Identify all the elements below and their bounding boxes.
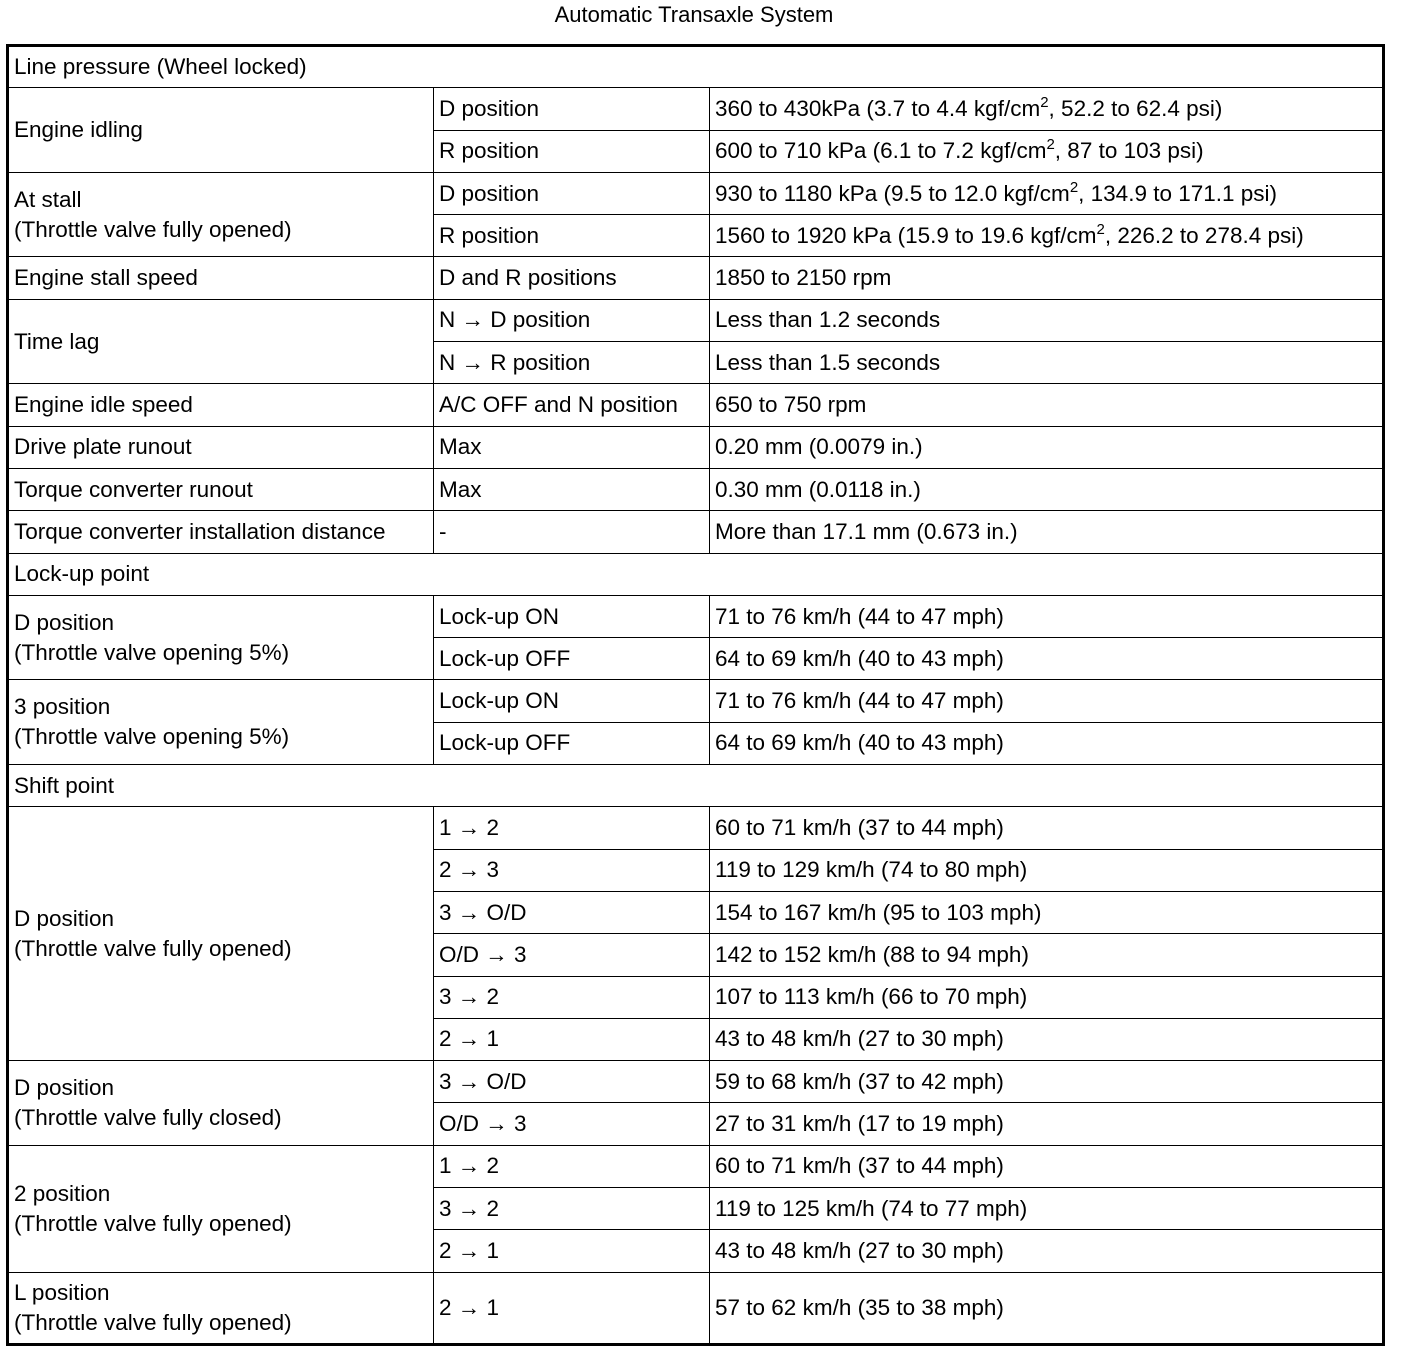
table-row (8, 595, 1384, 637)
condition-cell: - (434, 511, 710, 553)
condition-cell: 1 → 2 (434, 807, 710, 849)
value-cell: 43 to 48 km/h (27 to 30 mph) (710, 1230, 1384, 1272)
table-row (8, 1061, 1384, 1103)
section-shift-point: Shift point (8, 765, 1384, 807)
value-cell: 64 to 69 km/h (40 to 43 mph) (710, 722, 1384, 764)
value-cell: 142 to 152 km/h (88 to 94 mph) (710, 934, 1384, 976)
table-row (8, 807, 1384, 849)
table-row (8, 1272, 1384, 1344)
table-row (8, 680, 1384, 722)
row-label: Engine idling (8, 88, 434, 173)
condition-cell: 3 → O/D (434, 891, 710, 933)
row-label: Torque converter installation distance (8, 511, 434, 553)
section-row (8, 46, 1384, 88)
row-label: 2 position (Throttle valve fully opened) (8, 1145, 434, 1272)
value-cell: 64 to 69 km/h (40 to 43 mph) (710, 638, 1384, 680)
condition-cell: 1 → 2 (434, 1145, 710, 1187)
value-cell: 60 to 71 km/h (37 to 44 mph) (710, 807, 1384, 849)
row-label: L position (Throttle valve fully opened) (8, 1272, 434, 1344)
value-cell: 71 to 76 km/h (44 to 47 mph) (710, 680, 1384, 722)
table-row (8, 88, 1384, 130)
condition-cell: A/C OFF and N position (434, 384, 710, 426)
value-cell: More than 17.1 mm (0.673 in.) (710, 511, 1384, 553)
condition-cell: Max (434, 426, 710, 468)
table-row (8, 426, 1384, 468)
value-cell: Less than 1.2 seconds (710, 299, 1384, 341)
row-label: Drive plate runout (8, 426, 434, 468)
condition-cell: Lock-up OFF (434, 638, 710, 680)
condition-cell: Lock-up ON (434, 595, 710, 637)
condition-cell: N → R position (434, 342, 710, 384)
table-row (8, 172, 1384, 214)
condition-cell: 2 → 3 (434, 849, 710, 891)
row-label: Time lag (8, 299, 434, 384)
value-cell: 59 to 68 km/h (37 to 42 mph) (710, 1061, 1384, 1103)
table-row (8, 1145, 1384, 1187)
condition-cell: R position (434, 130, 710, 172)
condition-cell: O/D → 3 (434, 1103, 710, 1145)
condition-cell: 3 → 2 (434, 1188, 710, 1230)
value-cell: 57 to 62 km/h (35 to 38 mph) (710, 1272, 1384, 1344)
value-cell: 119 to 129 km/h (74 to 80 mph) (710, 849, 1384, 891)
condition-cell: O/D → 3 (434, 934, 710, 976)
condition-cell: Max (434, 468, 710, 510)
value-cell: 43 to 48 km/h (27 to 30 mph) (710, 1018, 1384, 1060)
value-cell: 154 to 167 km/h (95 to 103 mph) (710, 891, 1384, 933)
table-row (8, 257, 1384, 299)
condition-cell: R position (434, 215, 710, 257)
table-row (8, 511, 1384, 553)
value-cell: 1850 to 2150 rpm (710, 257, 1384, 299)
section-lockup-point: Lock-up point (8, 553, 1384, 595)
value-cell: Less than 1.5 seconds (710, 342, 1384, 384)
condition-cell: D position (434, 172, 710, 214)
condition-cell: N → D position (434, 299, 710, 341)
section-row (8, 765, 1384, 807)
condition-cell: 2 → 1 (434, 1272, 710, 1344)
value-cell: 360 to 430kPa (3.7 to 4.4 kgf/$cm^2$, 52.2 to 62.4 psi) (710, 88, 1384, 130)
value-cell: 107 to 113 km/h (66 to 70 mph) (710, 976, 1384, 1018)
condition-cell: 3 → 2 (434, 976, 710, 1018)
value-cell: 1560 to 1920 kPa (15.9 to 19.6 kgf/$cm^2$, 226.2 to 278.4 psi) (710, 215, 1384, 257)
value-cell: 650 to 750 rpm (710, 384, 1384, 426)
row-label: D position (Throttle valve fully opened) (8, 807, 434, 1061)
table-row (8, 468, 1384, 510)
condition-cell: Lock-up OFF (434, 722, 710, 764)
row-label: Engine idle speed (8, 384, 434, 426)
row-label: 3 position (Throttle valve opening 5%) (8, 680, 434, 765)
value-cell: 0.30 mm (0.0118 in.) (710, 468, 1384, 510)
page-title: Automatic Transaxle System (554, 2, 834, 27)
row-label: D position (Throttle valve opening 5%) (8, 595, 434, 680)
table-row (8, 299, 1384, 341)
value-cell: 60 to 71 km/h (37 to 44 mph) (710, 1145, 1384, 1187)
value-cell: 0.20 mm (0.0079 in.) (710, 426, 1384, 468)
section-line-pressure: Line pressure (Wheel locked) (8, 46, 1384, 88)
condition-cell: 2 → 1 (434, 1018, 710, 1060)
condition-cell: D and R positions (434, 257, 710, 299)
value-cell: 27 to 31 km/h (17 to 19 mph) (710, 1103, 1384, 1145)
row-label: D position (Throttle valve fully closed) (8, 1061, 434, 1146)
condition-cell: 2 → 1 (434, 1230, 710, 1272)
row-label: Torque converter runout (8, 468, 434, 510)
section-row (8, 553, 1384, 595)
row-label: At stall (Throttle valve fully opened) (8, 172, 434, 257)
value-cell: 71 to 76 km/h (44 to 47 mph) (710, 595, 1384, 637)
spec-table (6, 44, 1385, 1346)
condition-cell: 3 → O/D (434, 1061, 710, 1103)
value-cell: 600 to 710 kPa (6.1 to 7.2 kgf/$cm^2$, 87 to 103 psi) (710, 130, 1384, 172)
value-cell: 119 to 125 km/h (74 to 77 mph) (710, 1188, 1384, 1230)
table-row (8, 384, 1384, 426)
condition-cell: D position (434, 88, 710, 130)
value-cell: 930 to 1180 kPa (9.5 to 12.0 kgf/$cm^2$, 134.9 to 171.1 psi) (710, 172, 1384, 214)
condition-cell: Lock-up ON (434, 680, 710, 722)
row-label: Engine stall speed (8, 257, 434, 299)
